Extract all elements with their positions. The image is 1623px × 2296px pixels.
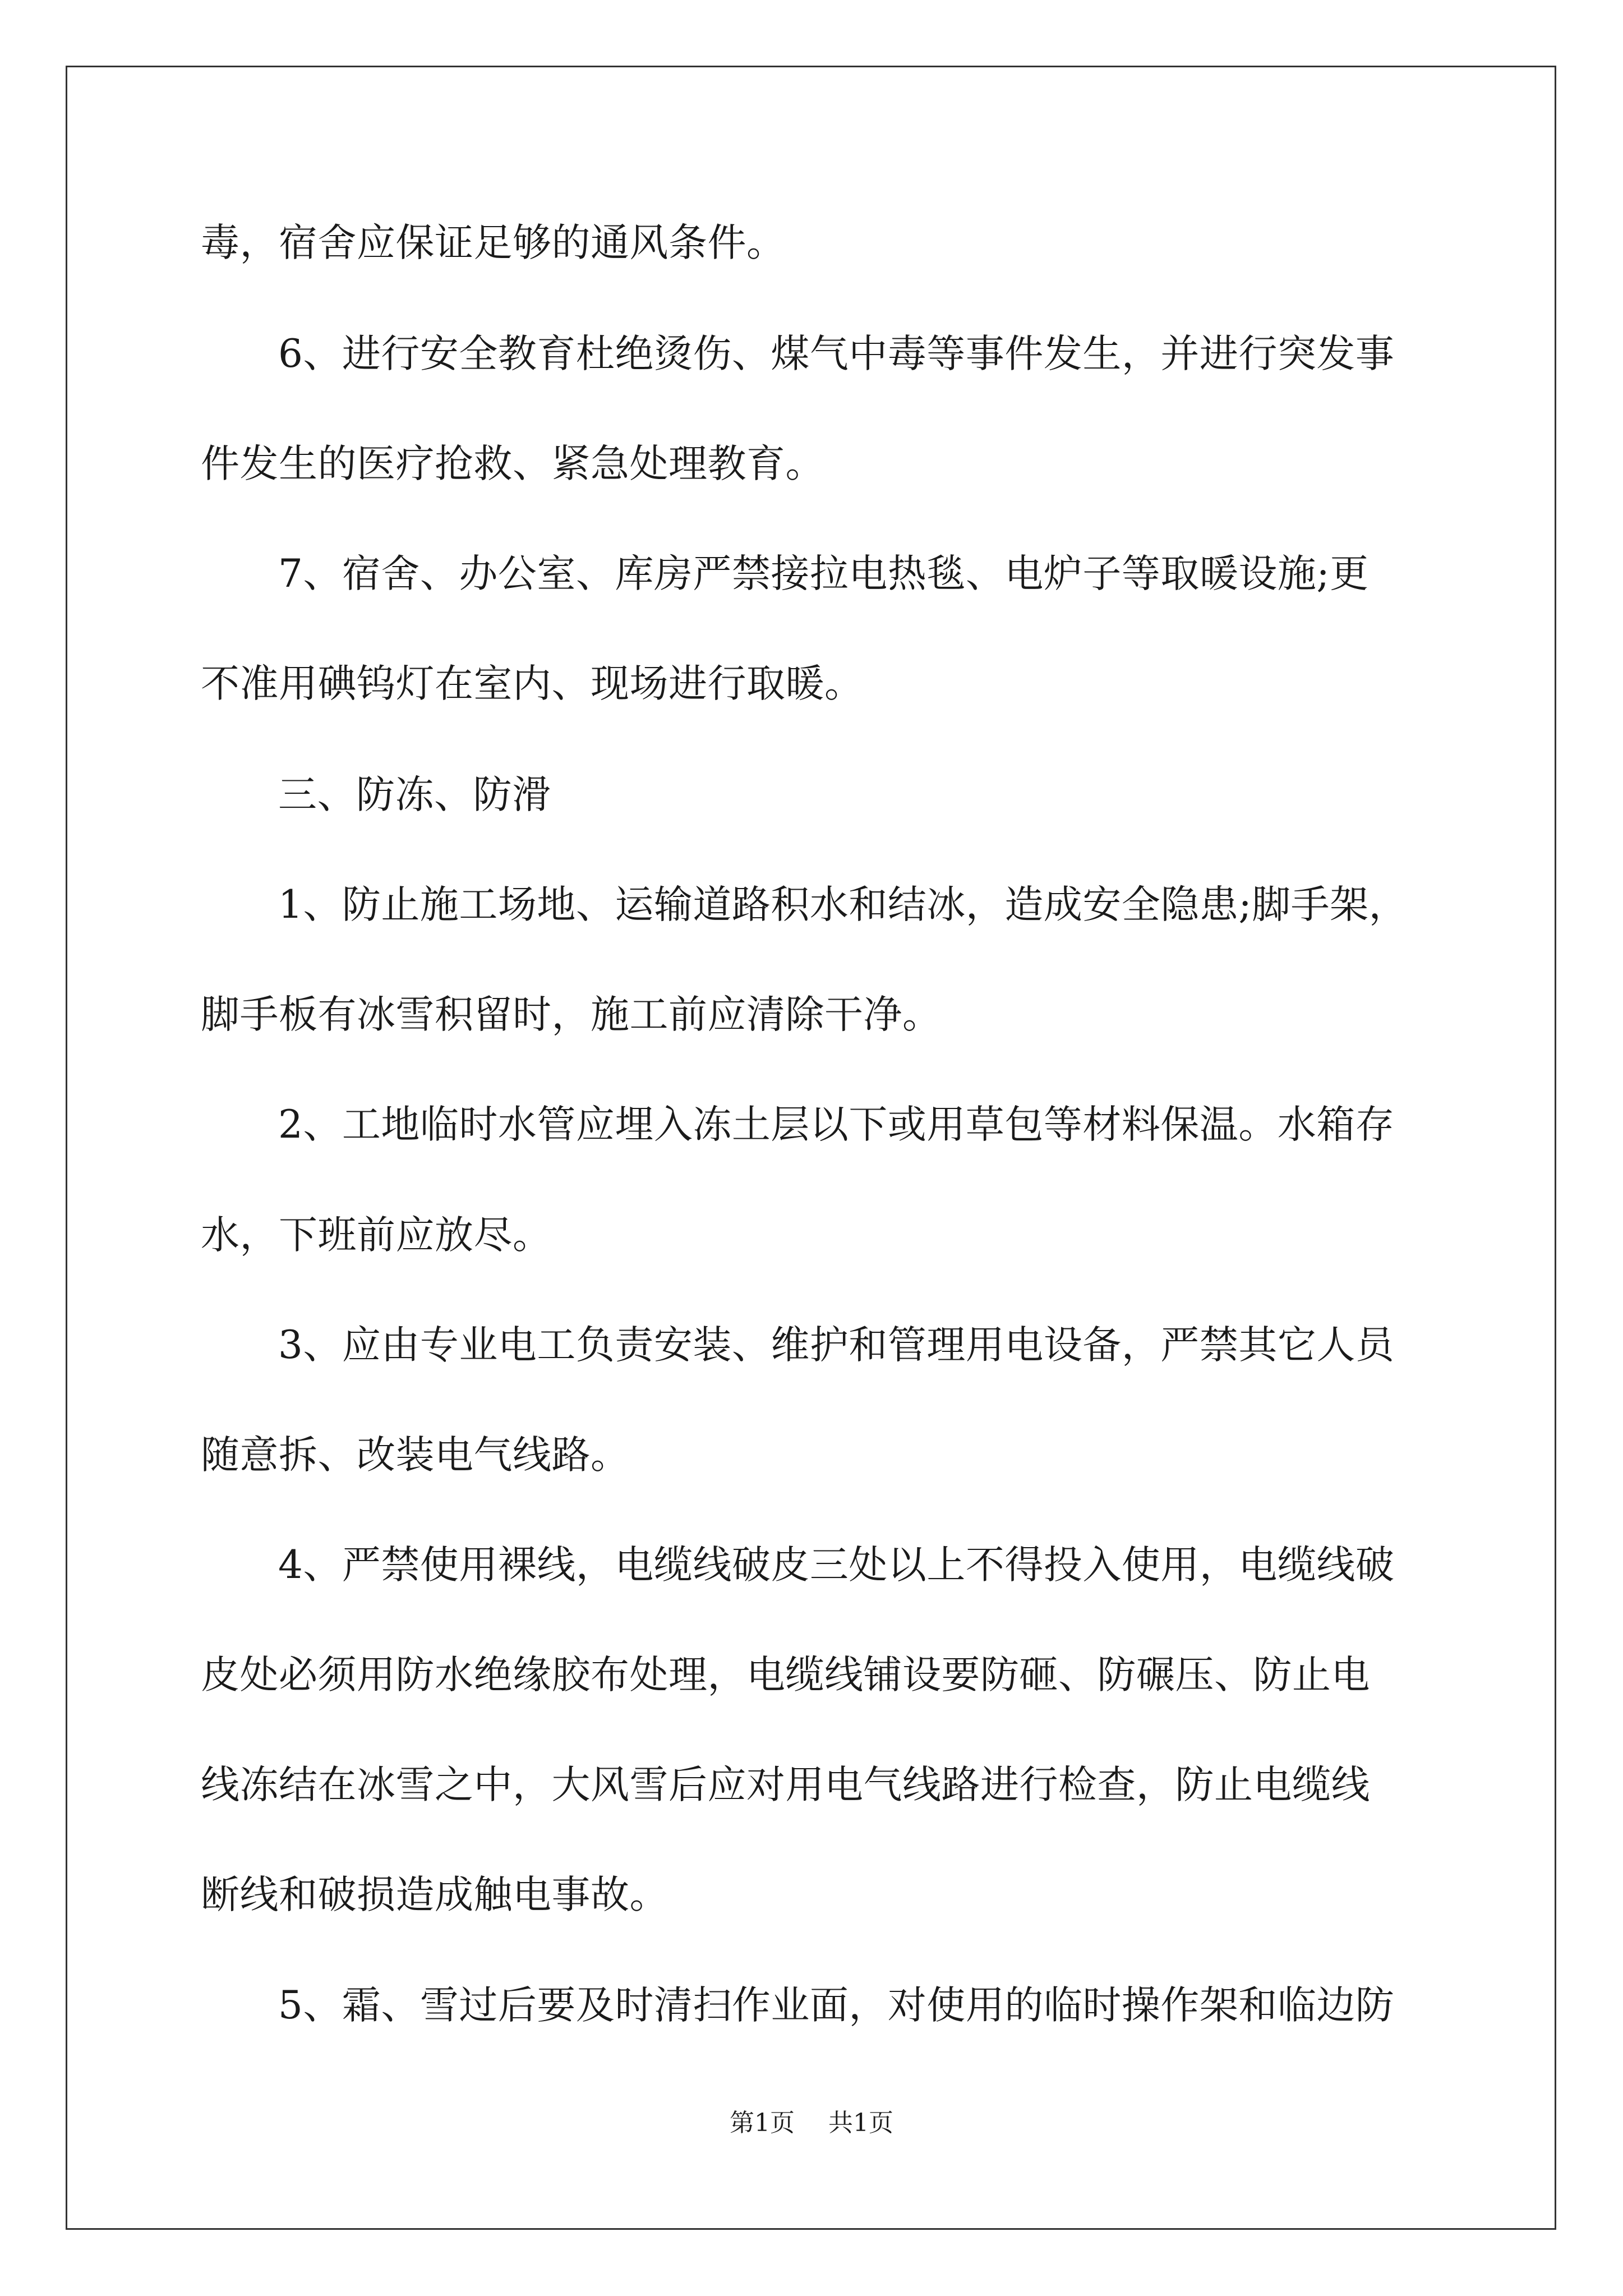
- text-line: 5、霜、雪过后要及时清扫作业面，对使用的临时操作架和临边防: [278, 1983, 1395, 2028]
- text-line: 随意拆、改装电气线路。: [201, 1433, 630, 1478]
- text-line: 件发生的医疗抢救、紧急处理教育。: [201, 441, 824, 486]
- text-line: 脚手板有冰雪积留时，施工前应清除干净。: [201, 992, 942, 1037]
- page-total: 共1页: [828, 2109, 893, 2137]
- text-line: 6、进行安全教育杜绝烫伤、煤气中毒等事件发生，并进行突发事: [278, 332, 1395, 376]
- text-line: 3、应由专业电工负责安装、维护和管理用电设备，严禁其它人员: [278, 1323, 1395, 1368]
- text-line: 断线和破损造成触电事故。: [201, 1872, 668, 1917]
- text-line: 2、工地临时水管应埋入冻土层以下或用草包等材料保温。水箱存: [278, 1102, 1395, 1147]
- text-line: 4、严禁使用裸线，电缆线破皮三处以上不得投入使用，电缆线破: [278, 1543, 1395, 1588]
- text-line: 皮处必须用防水绝缘胶布处理，电缆线铺设要防砸、防碾压、防止电: [201, 1653, 1370, 1697]
- text-line: 7、宿舍、办公室、库房严禁接拉电热毯、电炉子等取暖设施;更: [278, 551, 1369, 596]
- text-line: 水，下班前应放尽。: [201, 1213, 552, 1258]
- text-line: 毒，宿舍应保证足够的通风条件。: [201, 220, 786, 265]
- page-footer: [0, 2106, 1623, 2140]
- section-heading: 三、防冻、防滑: [278, 772, 551, 817]
- text-line: 线冻结在冰雪之中，大风雪后应对用电气线路进行检查，防止电缆线: [201, 1763, 1370, 1807]
- page-number: 第1页: [730, 2109, 795, 2137]
- text-line: 不准用碘钨灯在室内、现场进行取暖。: [201, 661, 864, 706]
- text-line: 1、防止施工场地、运输道路积水和结冰，造成安全隐患;脚手架，: [278, 882, 1408, 927]
